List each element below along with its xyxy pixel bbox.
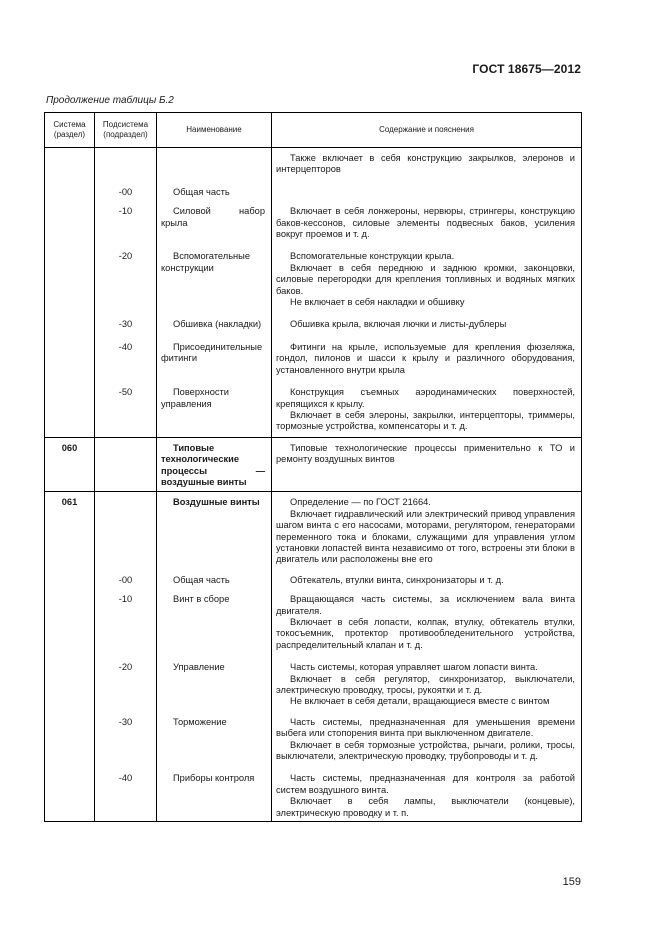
cell-name: Приборы контроля (157, 768, 272, 821)
cell-system (45, 382, 95, 437)
cell-name: Винт в сборе (157, 589, 272, 657)
cell-content (272, 148, 582, 182)
cell-system (45, 337, 95, 382)
table-header-row (45, 113, 582, 148)
cell-name: Воздушные винты (157, 492, 272, 570)
content-paragraph: Конструкция съемных аэродинамических поверхностей, крепящихся к крылу. (276, 387, 575, 409)
content-paragraph: Обшивка крыла, включая лючки и листы-дублеры (290, 319, 507, 330)
cell-name: Поверхности управления (157, 382, 272, 437)
cell-name: Общая часть (157, 182, 272, 201)
content-paragraph: Вращающаяся часть системы, за исключением вала винта двигателя. (276, 594, 575, 616)
content-paragraph: Также включает в себя конструкцию закрылков, элеронов и интерцепторов (276, 153, 575, 175)
content-paragraph: Не включает в себя детали, вращающиеся вместе с винтом (290, 696, 550, 707)
cell-system: 061 (45, 492, 95, 570)
cell-name: Обшивка (накладки) (157, 314, 272, 336)
table-row (45, 182, 582, 201)
content-paragraph: Часть системы, предназначенная для контроля за работой систем воздушного винта. (276, 773, 575, 795)
cell-subsystem: -10 (95, 201, 157, 246)
cell-name: Управление (157, 657, 272, 712)
cell-system (45, 182, 95, 201)
table-row (45, 492, 582, 570)
cell-system (45, 201, 95, 246)
cell-content (272, 246, 582, 314)
cell-subsystem: -50 (95, 382, 157, 437)
table-row (45, 201, 582, 246)
table-row (45, 382, 582, 437)
content-paragraph: Включает в себя элероны, закрылки, интерцепторы, триммеры, тормозные устройства, компенсаторы и т. д. (276, 409, 575, 432)
cell-subsystem: -30 (95, 712, 157, 769)
table-body (45, 148, 582, 822)
cell-content (272, 492, 582, 570)
cell-system (45, 657, 95, 712)
table-row (45, 768, 582, 821)
cell-subsystem: -20 (95, 246, 157, 314)
content-paragraph: Включает в себя тормозные устройства, рычаги, ролики, тросы, выключатели, электрическую проводку, трубопроводы и т. д. (276, 739, 575, 762)
content-paragraph: Включает в себя лопасти, колпак, втулку, обтекатель втулки, токосъемник, протектор противообледенительного устройства, распределительный клапан и т. д. (276, 617, 575, 650)
content-paragraph: Часть системы, которая управляет шагом лопасти винта. (290, 662, 538, 673)
cell-name: Вспомогательные конструкции (157, 246, 272, 314)
cell-name: Присоединительные фитинги (157, 337, 272, 382)
content-paragraph: Включает в себя лонжероны, нервюры, стрингеры, конструкцию баков-кессонов, силовые элементы подвесных баков, усиления вокруг проемов и т. д. (276, 206, 575, 240)
cell-subsystem (95, 437, 157, 492)
standard-designation: ГОСТ 18675—2012 (472, 62, 581, 76)
cell-content (272, 768, 582, 821)
table-row (45, 437, 582, 492)
cell-content (272, 314, 582, 336)
cell-subsystem: -20 (95, 657, 157, 712)
table-row (45, 148, 582, 182)
content-paragraph: Часть системы, предназначенная для уменьшения времени выбега или стопорения винта при выключенном двигателе. (276, 716, 575, 739)
content-paragraph: Не включает в себя накладки и обшивку (290, 297, 465, 308)
page-number: 159 (562, 876, 581, 888)
cell-subsystem: -00 (95, 182, 157, 201)
cell-subsystem (95, 148, 157, 182)
cell-name: Силовой набор крыла (157, 201, 272, 246)
content-paragraph: Обтекатель, втулки винта, синхронизаторы и т. д. (290, 574, 504, 585)
cell-content (272, 712, 582, 769)
cell-name: Типовые технологические процессы — воздушные винты (157, 437, 272, 492)
cell-subsystem (95, 492, 157, 570)
cell-name (157, 148, 272, 182)
content-paragraph: Включает в себя переднюю и заднюю кромки, законцовки, силовые перегородки для крепления топливных и водяных мягких баков. (276, 262, 575, 296)
content-paragraph: Включает гидравлический или электрический привод управления шагом винта с его насосами, моторами, регулятором, генераторами переменного тока и блоками, служащими для управления углом установки лопастей винта независимо от того, встроены эти блоки в двигатель или расположены вне его (276, 508, 575, 565)
content-paragraph: Вспомогательные конструкции крыла. (290, 251, 455, 262)
cell-system: 060 (45, 437, 95, 492)
cell-system (45, 570, 95, 589)
table-row (45, 246, 582, 314)
column-header-content: Содержание и пояснения (272, 113, 582, 148)
table-row (45, 337, 582, 382)
cell-system (45, 768, 95, 821)
cell-content (272, 337, 582, 382)
cell-content (272, 182, 582, 201)
content-paragraph: Типовые технологические процессы применительно к ТО и ремонту воздушных винтов (276, 442, 575, 465)
cell-system (45, 246, 95, 314)
table-row (45, 712, 582, 769)
cell-system (45, 589, 95, 657)
cell-subsystem: -40 (95, 768, 157, 821)
cell-subsystem: -00 (95, 570, 157, 589)
cell-content (272, 437, 582, 492)
cell-name: Общая часть (157, 570, 272, 589)
table-row (45, 657, 582, 712)
content-paragraph: Фитинги на крыле, используемые для крепления фюзеляжа, гондол, пилонов и шасси к крылу и различного оборудования, установленного внутри крыла (276, 341, 575, 375)
cell-content (272, 570, 582, 589)
cell-system (45, 148, 95, 182)
table-row (45, 314, 582, 336)
column-header-subsystem: Подсистема (подраздел) (95, 113, 157, 148)
table-row (45, 589, 582, 657)
content-paragraph: Включает в себя лампы, выключатели (концевые), электрическую проводку и т. п. (276, 796, 575, 818)
cell-content (272, 201, 582, 246)
cell-name: Торможение (157, 712, 272, 769)
table-row (45, 570, 582, 589)
table-caption: Продолжение таблицы Б.2 (46, 95, 174, 106)
cell-content (272, 657, 582, 712)
cell-system (45, 314, 95, 336)
cell-system (45, 712, 95, 769)
cell-content (272, 589, 582, 657)
systems-table (44, 112, 582, 822)
content-paragraph: Включает в себя регулятор, синхронизатор, выключатели, электрическую проводку, тросы, рукоятки и т. д. (276, 673, 575, 696)
cell-content (272, 382, 582, 437)
column-header-name: Наименование (157, 113, 272, 148)
column-header-system: Система (раздел) (45, 113, 95, 148)
cell-subsystem: -30 (95, 314, 157, 336)
cell-subsystem: -10 (95, 589, 157, 657)
cell-subsystem: -40 (95, 337, 157, 382)
content-paragraph: Определение — по ГОСТ 21664. (290, 497, 431, 508)
